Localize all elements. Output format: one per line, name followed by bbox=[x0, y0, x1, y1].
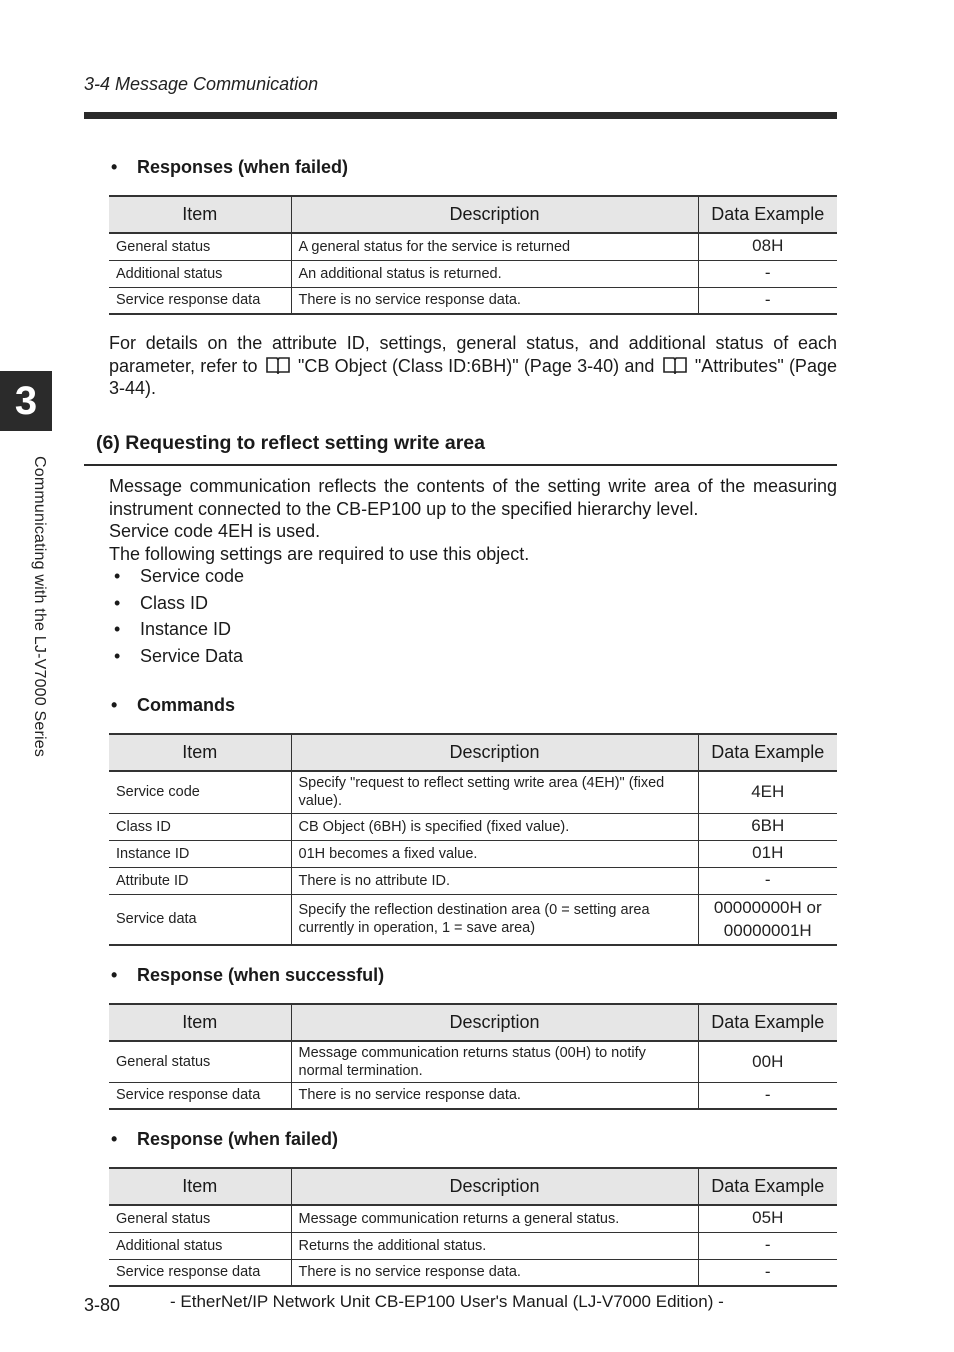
column-header-description: Description bbox=[291, 1168, 698, 1205]
table-row bbox=[109, 1232, 837, 1259]
section-paragraph: Message communication reflects the contents of the setting write area of the measuring instrument connected to the CB-EP100 up to the specified hierarchy level. bbox=[109, 476, 837, 519]
column-header-item: Item bbox=[109, 196, 291, 233]
cell-item: Class ID bbox=[109, 813, 291, 840]
cell-description: 01H becomes a fixed value. bbox=[291, 840, 698, 867]
table-header-row bbox=[109, 1168, 837, 1205]
bullet-icon: • bbox=[114, 566, 121, 586]
cell-example: - bbox=[698, 260, 837, 287]
cell-example: 01H bbox=[698, 840, 837, 867]
column-header-item: Item bbox=[109, 734, 291, 771]
column-header-description: Description bbox=[291, 196, 698, 233]
bullet-icon: • bbox=[111, 695, 118, 715]
cell-description: An additional status is returned. bbox=[291, 260, 698, 287]
table-row bbox=[109, 1205, 837, 1232]
cell-item: General status bbox=[109, 1041, 291, 1082]
service-code-line: Service code 4EH is used. bbox=[109, 521, 321, 542]
list-item-label: Instance ID bbox=[140, 619, 232, 639]
table-row bbox=[109, 1259, 837, 1286]
column-header-example: Data Example bbox=[698, 1004, 837, 1041]
list-item-label: Service code bbox=[140, 566, 245, 586]
column-header-example: Data Example bbox=[698, 734, 837, 771]
cell-item: General status bbox=[109, 233, 291, 260]
bullet-icon: • bbox=[114, 592, 121, 613]
required-line: The following settings are required to use this object. bbox=[109, 544, 530, 565]
list-item bbox=[109, 619, 244, 646]
chapter-tab: 3 bbox=[0, 371, 52, 431]
cell-item: Service code bbox=[109, 771, 291, 813]
heading-text: Response (when failed) bbox=[137, 1129, 339, 1149]
cell-description: There is no service response data. bbox=[291, 1082, 698, 1109]
response-success-table bbox=[109, 1003, 837, 1110]
column-header-example: Data Example bbox=[698, 196, 837, 233]
cell-item: Additional status bbox=[109, 260, 291, 287]
table-row bbox=[109, 233, 837, 260]
table-row bbox=[109, 894, 837, 945]
details-text-1: For details on the attribute ID, settings, general status, and additional status of each parameter, refer to bbox=[109, 333, 837, 376]
commands-heading bbox=[109, 695, 235, 716]
column-header-description: Description bbox=[291, 1004, 698, 1041]
cell-example: 4EH bbox=[698, 771, 837, 813]
responses-failed-table bbox=[109, 195, 837, 315]
cell-example: 08H bbox=[698, 233, 837, 260]
section-body bbox=[109, 475, 837, 566]
heading-text: Commands bbox=[137, 695, 236, 715]
cell-description: Specify the reflection destination area (0 = setting area currently in operation, 1 = save area) bbox=[291, 894, 698, 945]
cell-example: - bbox=[698, 1232, 837, 1259]
heading-text: Response (when successful) bbox=[137, 965, 385, 985]
book-icon bbox=[663, 356, 687, 374]
cell-description: Specify "request to reflect setting write area (4EH)" (fixed value). bbox=[291, 771, 698, 813]
cell-description: Message communication returns status (00H) to notify normal termination. bbox=[291, 1041, 698, 1082]
list-item bbox=[109, 646, 244, 673]
cell-item: Service response data bbox=[109, 287, 291, 314]
section-title: (6) Requesting to reflect setting write area bbox=[96, 432, 486, 454]
cell-description: CB Object (6BH) is specified (fixed value). bbox=[291, 813, 698, 840]
bullet-icon: • bbox=[111, 157, 118, 177]
cell-description: There is no service response data. bbox=[291, 287, 698, 314]
cell-item: Instance ID bbox=[109, 840, 291, 867]
cell-item: General status bbox=[109, 1205, 291, 1232]
table-row bbox=[109, 1041, 837, 1082]
cell-example: - bbox=[698, 287, 837, 314]
header-rule bbox=[84, 112, 837, 119]
cell-description: Message communication returns a general status. bbox=[291, 1205, 698, 1232]
list-item bbox=[109, 566, 244, 593]
chapter-side-label: Communicating with the LJ-V7000 Series bbox=[31, 456, 48, 758]
commands-table bbox=[109, 733, 837, 946]
book-icon bbox=[266, 356, 290, 374]
table-row bbox=[109, 1082, 837, 1109]
cell-example: 6BH bbox=[698, 813, 837, 840]
section-rule bbox=[84, 464, 837, 466]
table-row bbox=[109, 867, 837, 894]
bullet-icon: • bbox=[114, 645, 121, 666]
details-text-3: "Attributes" (Page 3-44). bbox=[109, 355, 837, 399]
list-item bbox=[109, 593, 244, 620]
cell-example: - bbox=[698, 867, 837, 894]
table-row bbox=[109, 260, 837, 287]
table-header-row bbox=[109, 1004, 837, 1041]
details-paragraph bbox=[109, 332, 837, 400]
page-number: 3-80 bbox=[84, 1295, 121, 1315]
table-row bbox=[109, 813, 837, 840]
cell-item: Service response data bbox=[109, 1259, 291, 1286]
response-failed-heading bbox=[109, 1129, 338, 1150]
list-item-label: Service Data bbox=[140, 645, 244, 666]
response-success-heading bbox=[109, 965, 384, 986]
table-header-row bbox=[109, 734, 837, 771]
list-item-label: Class ID bbox=[140, 592, 209, 613]
cell-item: Service data bbox=[109, 894, 291, 945]
cell-description: A general status for the service is returned bbox=[291, 233, 698, 260]
footer-text: - EtherNet/IP Network Unit CB-EP100 User's Manual (LJ-V7000 Edition) - bbox=[170, 1292, 724, 1311]
table-row bbox=[109, 840, 837, 867]
cell-description: There is no service response data. bbox=[291, 1259, 698, 1286]
running-head: 3-4 Message Communication bbox=[84, 74, 319, 94]
response-failed-table bbox=[109, 1167, 837, 1287]
column-header-description: Description bbox=[291, 734, 698, 771]
column-header-item: Item bbox=[109, 1004, 291, 1041]
table-row bbox=[109, 771, 837, 813]
cell-description: Returns the additional status. bbox=[291, 1232, 698, 1259]
details-text-2: "CB Object (Class ID:6BH)" (Page 3-40) and bbox=[298, 355, 655, 376]
cell-example: 05H bbox=[698, 1205, 837, 1232]
cell-description: There is no attribute ID. bbox=[291, 867, 698, 894]
column-header-example: Data Example bbox=[698, 1168, 837, 1205]
cell-example: - bbox=[698, 1259, 837, 1286]
cell-item: Attribute ID bbox=[109, 867, 291, 894]
required-settings-list bbox=[109, 566, 244, 672]
cell-item: Service response data bbox=[109, 1082, 291, 1109]
cell-example: 00000000H or 00000001H bbox=[698, 894, 837, 945]
cell-example: - bbox=[698, 1082, 837, 1109]
cell-example: 00H bbox=[698, 1041, 837, 1082]
table-row bbox=[109, 287, 837, 314]
column-header-item: Item bbox=[109, 1168, 291, 1205]
heading-text: Responses (when failed) bbox=[137, 157, 349, 177]
table-header-row bbox=[109, 196, 837, 233]
bullet-icon: • bbox=[111, 965, 118, 985]
cell-item: Additional status bbox=[109, 1232, 291, 1259]
responses-failed-heading bbox=[109, 157, 348, 178]
bullet-icon: • bbox=[114, 619, 121, 639]
bullet-icon: • bbox=[111, 1129, 118, 1149]
